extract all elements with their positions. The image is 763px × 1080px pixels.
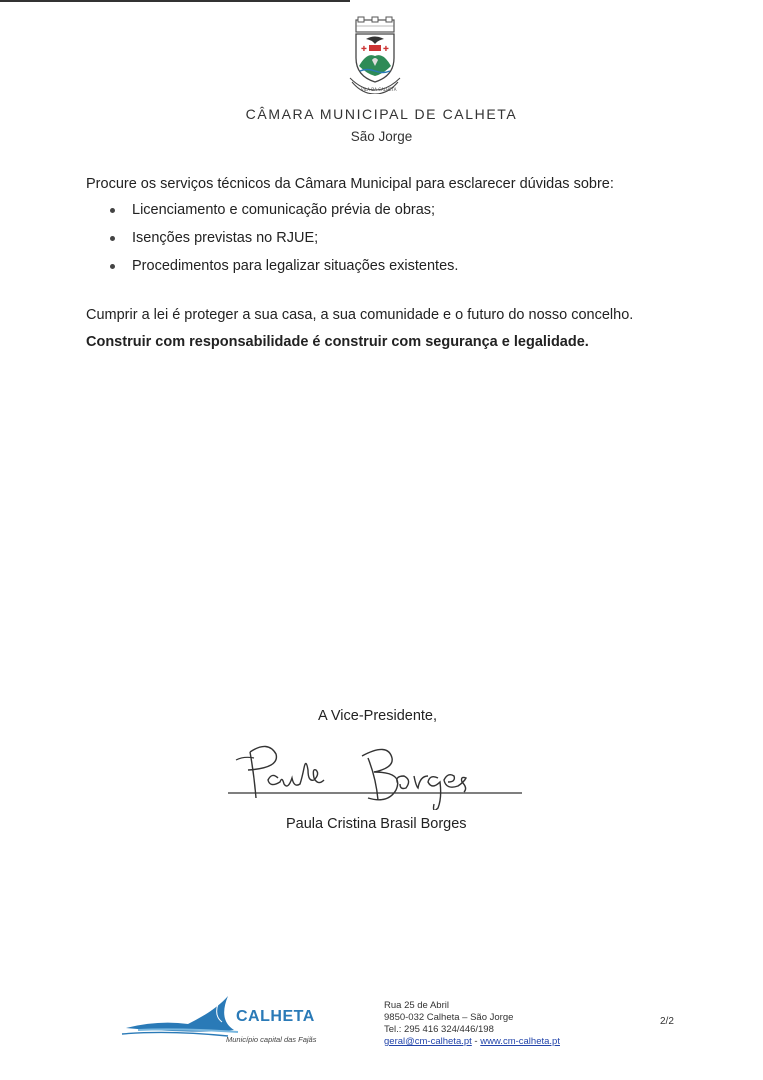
svg-text:✚: ✚: [383, 45, 389, 53]
top-border-line: [0, 0, 350, 2]
signatory-name: Paula Cristina Brasil Borges: [286, 816, 467, 832]
contact-links: [384, 1036, 560, 1048]
list-item-text: Procedimentos para legalizar situações existentes.: [132, 258, 459, 274]
bullet-icon: [110, 208, 115, 213]
address-street: Rua 25 de Abril: [384, 1000, 449, 1011]
list-item: [105, 224, 458, 252]
logo-wordmark: CALHETA: [236, 1008, 315, 1025]
address-postal: 9850-032 Calheta – São Jorge: [384, 1012, 514, 1023]
closing-paragraph: Cumprir a lei é proteger a sua casa, a sua comunidade e o futuro do nosso concelho.: [86, 307, 634, 323]
list-item-text: Licenciamento e comunicação prévia de obras;: [132, 202, 436, 218]
signatory-role: A Vice-Presidente,: [318, 708, 438, 724]
website-link[interactable]: www.cm-calheta.pt: [480, 1036, 560, 1047]
organization-name: CÂMARA MUNICIPAL DE CALHETA: [245, 106, 518, 122]
contact-block: [384, 1000, 560, 1048]
emphasis-statement: Construir com responsabilidade é construir com segurança e legalidade.: [86, 334, 589, 350]
link-separator: -: [471, 1036, 481, 1047]
list-item-text: Isenções previstas no RJUE;: [132, 230, 319, 246]
municipal-crest-icon: [342, 16, 408, 94]
bullet-icon: [110, 264, 115, 269]
crest-motto: VILA DA CALHETA: [361, 87, 397, 92]
logo-tagline: Município capital das Fajãs: [226, 1035, 317, 1044]
email-link[interactable]: geral@cm-calheta.pt: [384, 1036, 472, 1047]
organization-location: São Jorge: [350, 129, 413, 144]
phone-number: Tel.: 295 416 324/446/198: [384, 1024, 494, 1035]
services-list: [105, 196, 458, 280]
bullet-icon: [110, 236, 115, 241]
list-item: [105, 196, 458, 224]
svg-text:✚: ✚: [361, 45, 367, 53]
page-number: 2/2: [660, 1016, 674, 1027]
list-item: [105, 252, 458, 280]
handwritten-signature: [228, 738, 528, 810]
intro-paragraph: Procure os serviços técnicos da Câmara Municipal para esclarecer dúvidas sobre:: [86, 176, 614, 192]
